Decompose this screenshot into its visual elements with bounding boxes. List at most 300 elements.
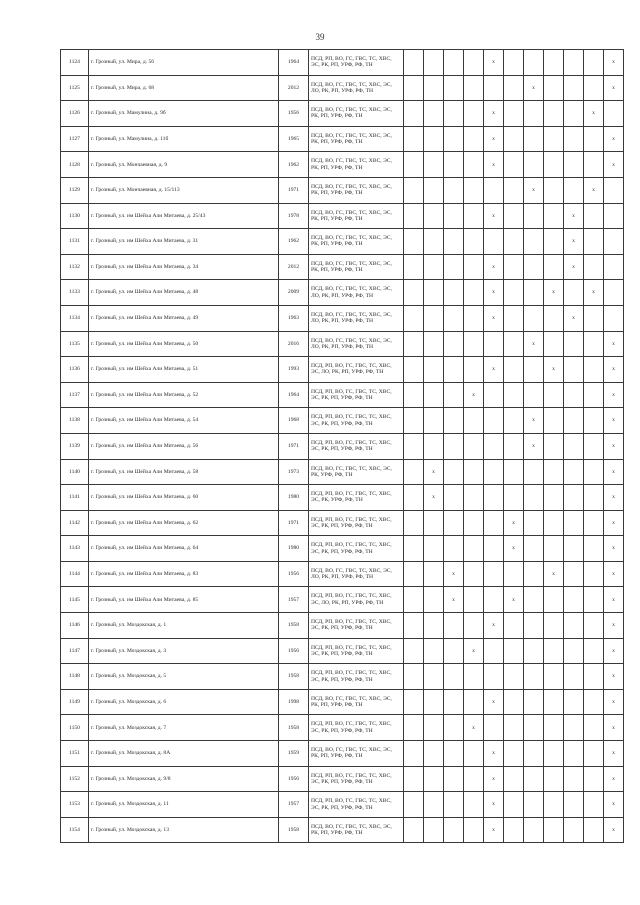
address-cell: г. Грозный, ул. им Шейха Али Митаева, д. 62 — [89, 510, 279, 536]
address-cell: г. Грозный, ул. Моздокская, д. 11 — [89, 792, 279, 818]
year-mark-cell — [544, 203, 564, 229]
year-mark-cell — [464, 203, 484, 229]
year-mark-cell — [444, 305, 464, 331]
row-number-cell: 1128 — [61, 152, 89, 178]
year-mark-cell — [424, 382, 444, 408]
year-mark-cell: x — [584, 280, 604, 306]
year-mark-cell — [584, 331, 604, 357]
year-mark-cell — [504, 766, 524, 792]
address-cell: г. Грозный, ул. Мончаевная, д. 15/113 — [89, 177, 279, 203]
year-mark-cell — [404, 536, 424, 562]
work-types-cell: ПСД, ВО, ГС, ГВС, ТС, ХВС, ЭС, РК, РП, УРФ, РФ, ТН — [309, 126, 404, 152]
year-mark-cell — [584, 587, 604, 613]
year-mark-cell — [564, 613, 584, 639]
year-mark-cell — [464, 75, 484, 101]
year-mark-cell — [504, 561, 524, 587]
year-mark-cell — [444, 485, 464, 511]
year-mark-cell — [504, 331, 524, 357]
table-row — [61, 741, 624, 767]
row-number-cell: 1152 — [61, 766, 89, 792]
year-mark-cell — [404, 101, 424, 127]
year-mark-cell: x — [484, 357, 504, 383]
year-mark-cell: x — [604, 715, 624, 741]
year-mark-cell — [424, 741, 444, 767]
year-mark-cell — [504, 689, 524, 715]
year-mark-cell — [504, 75, 524, 101]
year-mark-cell — [524, 254, 544, 280]
year-mark-cell — [544, 741, 564, 767]
year-mark-cell — [484, 510, 504, 536]
row-number-cell: 1147 — [61, 638, 89, 664]
year-mark-cell: x — [604, 459, 624, 485]
year-mark-cell — [404, 817, 424, 843]
year-mark-cell — [584, 382, 604, 408]
year-cell: 1980 — [279, 536, 309, 562]
year-mark-cell — [584, 126, 604, 152]
year-mark-cell — [424, 638, 444, 664]
row-number-cell: 1137 — [61, 382, 89, 408]
address-cell: г. Грозный, ул. Моздокская, д. 5 — [89, 664, 279, 690]
year-mark-cell — [604, 229, 624, 255]
year-mark-cell — [404, 715, 424, 741]
year-mark-cell — [504, 613, 524, 639]
year-mark-cell — [424, 177, 444, 203]
year-mark-cell — [524, 587, 544, 613]
year-mark-cell — [464, 50, 484, 76]
year-mark-cell — [464, 459, 484, 485]
year-mark-cell — [524, 689, 544, 715]
year-mark-cell: x — [484, 689, 504, 715]
year-cell: 1958 — [279, 817, 309, 843]
table-row — [61, 459, 624, 485]
year-mark-cell: x — [604, 382, 624, 408]
year-mark-cell: x — [524, 75, 544, 101]
table-row — [61, 203, 624, 229]
year-mark-cell — [404, 741, 424, 767]
year-mark-cell — [564, 408, 584, 434]
year-mark-cell — [504, 433, 524, 459]
address-cell: г. Грозный, ул. Моздокская, д. 7 — [89, 715, 279, 741]
year-mark-cell — [504, 382, 524, 408]
year-cell: 1958 — [279, 613, 309, 639]
year-mark-cell: x — [504, 587, 524, 613]
address-cell: г. Грозный, ул. Моздокская, д. 8А — [89, 741, 279, 767]
year-mark-cell — [404, 382, 424, 408]
year-mark-cell: x — [604, 792, 624, 818]
year-mark-cell — [584, 613, 604, 639]
year-mark-cell — [524, 126, 544, 152]
year-mark-cell — [504, 152, 524, 178]
year-mark-cell — [444, 664, 464, 690]
year-cell: 1978 — [279, 203, 309, 229]
year-cell: 1968 — [279, 408, 309, 434]
year-mark-cell — [564, 331, 584, 357]
year-mark-cell — [584, 229, 604, 255]
year-mark-cell: x — [484, 152, 504, 178]
year-mark-cell: x — [604, 75, 624, 101]
work-types-cell: ПСД, ВО, ГС, ГВС, ТС, ХВС, ЭС, ЛО, РК, РП, УРФ, РФ, ТН — [309, 280, 404, 306]
year-mark-cell: x — [584, 177, 604, 203]
year-mark-cell — [544, 382, 564, 408]
year-mark-cell — [524, 459, 544, 485]
year-mark-cell — [424, 510, 444, 536]
table-row — [61, 126, 624, 152]
year-mark-cell — [404, 229, 424, 255]
year-mark-cell — [424, 229, 444, 255]
work-types-cell: ПСД, РП, ВО, ГС, ГВС, ТС, ХВС, ЭС, РК, РП, УРФ, РФ, ТН — [309, 536, 404, 562]
year-mark-cell — [404, 766, 424, 792]
year-cell: 1962 — [279, 229, 309, 255]
year-cell: 1964 — [279, 382, 309, 408]
year-mark-cell — [464, 229, 484, 255]
year-mark-cell — [444, 613, 464, 639]
year-mark-cell — [404, 792, 424, 818]
year-mark-cell — [444, 510, 464, 536]
year-mark-cell — [444, 459, 464, 485]
table-row — [61, 177, 624, 203]
table-body — [61, 50, 624, 843]
table-row — [61, 101, 624, 127]
year-mark-cell — [524, 101, 544, 127]
address-cell: г. Грозный, ул. Моздокская, д. 3 — [89, 638, 279, 664]
year-mark-cell — [544, 408, 564, 434]
year-mark-cell — [464, 357, 484, 383]
year-mark-cell — [464, 305, 484, 331]
year-mark-cell — [464, 536, 484, 562]
table-row — [61, 229, 624, 255]
year-mark-cell — [464, 152, 484, 178]
year-mark-cell — [584, 715, 604, 741]
year-mark-cell — [544, 229, 564, 255]
table-row — [61, 638, 624, 664]
year-mark-cell: x — [604, 613, 624, 639]
row-number-cell: 1145 — [61, 587, 89, 613]
row-number-cell: 1143 — [61, 536, 89, 562]
table-row — [61, 433, 624, 459]
work-types-cell: ПСД, ВО, ГС, ГВС, ТС, ХВС, ЭС, РК, РП, УРФ, РФ, ТН — [309, 152, 404, 178]
year-mark-cell — [464, 433, 484, 459]
year-mark-cell — [504, 664, 524, 690]
year-mark-cell: x — [444, 587, 464, 613]
work-types-cell: ПСД, ВО, ГС, ГВС, ТС, ХВС, ЭС, ЛО, РК, РП, УРФ, РФ, ТН — [309, 305, 404, 331]
year-cell: 1965 — [279, 126, 309, 152]
year-mark-cell — [504, 126, 524, 152]
year-mark-cell — [444, 177, 464, 203]
year-mark-cell — [444, 357, 464, 383]
housing-register-table — [60, 49, 624, 843]
year-mark-cell — [444, 382, 464, 408]
year-mark-cell: x — [604, 433, 624, 459]
page-number: 39 — [315, 32, 325, 42]
year-mark-cell: x — [604, 741, 624, 767]
year-mark-cell — [404, 305, 424, 331]
year-mark-cell — [424, 50, 444, 76]
row-number-cell: 1148 — [61, 664, 89, 690]
year-mark-cell — [404, 485, 424, 511]
year-cell: 2016 — [279, 331, 309, 357]
year-mark-cell — [544, 613, 564, 639]
work-types-cell: ПСД, РП, ВО, ГС, ГВС, ТС, ХВС, ЭС, РК, РП, УРФ, РФ, ТН — [309, 50, 404, 76]
year-mark-cell — [584, 561, 604, 587]
year-mark-cell — [544, 536, 564, 562]
year-mark-cell: x — [604, 536, 624, 562]
year-mark-cell — [584, 510, 604, 536]
year-mark-cell — [404, 459, 424, 485]
table-row — [61, 254, 624, 280]
address-cell: г. Грозный, ул. Мамулина, д. 11б — [89, 126, 279, 152]
year-mark-cell: x — [504, 536, 524, 562]
year-mark-cell — [404, 152, 424, 178]
year-mark-cell — [464, 587, 484, 613]
year-mark-cell — [404, 613, 424, 639]
year-mark-cell — [564, 638, 584, 664]
year-mark-cell — [604, 177, 624, 203]
year-mark-cell — [444, 203, 464, 229]
year-mark-cell — [464, 689, 484, 715]
year-cell: 1993 — [279, 357, 309, 383]
year-mark-cell — [564, 587, 584, 613]
year-mark-cell — [504, 638, 524, 664]
year-mark-cell — [564, 561, 584, 587]
year-cell: 1971 — [279, 510, 309, 536]
year-mark-cell — [404, 408, 424, 434]
year-mark-cell — [404, 280, 424, 306]
year-mark-cell — [544, 638, 564, 664]
year-mark-cell: x — [484, 50, 504, 76]
year-mark-cell: x — [424, 459, 444, 485]
address-cell: г. Грозный, ул. Мира, д. 56 — [89, 50, 279, 76]
row-number-cell: 1124 — [61, 50, 89, 76]
work-types-cell: ПСД, РП, ВО, ГС, ГВС, ТС, ХВС, ЭС, РК, РП, УРФ, РФ, ТН — [309, 382, 404, 408]
year-mark-cell: x — [484, 305, 504, 331]
table-row — [61, 331, 624, 357]
year-mark-cell — [524, 741, 544, 767]
year-mark-cell — [544, 152, 564, 178]
row-number-cell: 1142 — [61, 510, 89, 536]
year-mark-cell: x — [484, 741, 504, 767]
year-mark-cell — [464, 177, 484, 203]
year-mark-cell — [544, 177, 564, 203]
table-row — [61, 613, 624, 639]
year-mark-cell — [564, 433, 584, 459]
year-mark-cell — [564, 280, 584, 306]
year-mark-cell — [444, 638, 464, 664]
work-types-cell: ПСД, ВО, ГС, ГВС, ТС, ХВС, ЭС, РК, РП, УРФ, РФ, ТН — [309, 203, 404, 229]
row-number-cell: 1132 — [61, 254, 89, 280]
year-mark-cell — [544, 126, 564, 152]
year-mark-cell — [504, 459, 524, 485]
year-mark-cell: x — [484, 126, 504, 152]
year-mark-cell — [564, 664, 584, 690]
row-number-cell: 1153 — [61, 792, 89, 818]
work-types-cell: ПСД, РП, ВО, ГС, ГВС, ТС, ХВС, ЭС, РК, РП, УРФ, РФ, ТН — [309, 408, 404, 434]
year-mark-cell — [484, 229, 504, 255]
year-mark-cell — [424, 766, 444, 792]
year-mark-cell — [544, 587, 564, 613]
work-types-cell: ПСД, РП, ВО, ГС, ГВС, ТС, ХВС, ЭС, РК, РП, УРФ, РФ, ТН — [309, 613, 404, 639]
year-mark-cell — [484, 382, 504, 408]
year-mark-cell — [484, 459, 504, 485]
year-mark-cell — [584, 433, 604, 459]
table-row — [61, 280, 624, 306]
year-mark-cell — [484, 177, 504, 203]
year-mark-cell — [544, 485, 564, 511]
year-mark-cell — [504, 408, 524, 434]
year-mark-cell — [424, 536, 444, 562]
year-mark-cell: x — [604, 766, 624, 792]
year-mark-cell — [404, 510, 424, 536]
table-row — [61, 50, 624, 76]
work-types-cell: ПСД, ВО, ГС, ГВС, ТС, ХВС, ЭС, РК, РП, УРФ, РФ, ТН — [309, 101, 404, 127]
year-mark-cell — [544, 766, 564, 792]
address-cell: г. Грозный, ул. им Шейха Али Митаева, д. 48 — [89, 280, 279, 306]
work-types-cell: ПСД, ВО, ГС, ГВС, ТС, ХВС, ЭС, РК, РП, УРФ, РФ, ТН — [309, 741, 404, 767]
year-mark-cell — [504, 715, 524, 741]
year-mark-cell — [464, 126, 484, 152]
year-mark-cell: x — [544, 280, 564, 306]
year-mark-cell — [584, 741, 604, 767]
year-mark-cell — [544, 254, 564, 280]
year-mark-cell — [424, 408, 444, 434]
table-row — [61, 587, 624, 613]
year-mark-cell — [424, 280, 444, 306]
year-mark-cell — [544, 510, 564, 536]
year-mark-cell — [524, 485, 544, 511]
year-cell: 1964 — [279, 50, 309, 76]
year-mark-cell — [444, 75, 464, 101]
year-mark-cell — [464, 510, 484, 536]
year-mark-cell — [524, 792, 544, 818]
year-mark-cell — [424, 817, 444, 843]
year-cell: 1959 — [279, 741, 309, 767]
row-number-cell: 1134 — [61, 305, 89, 331]
address-cell: г. Грозный, ул. им Шейха Али Митаева, д. 60 — [89, 485, 279, 511]
row-number-cell: 1144 — [61, 561, 89, 587]
year-mark-cell: x — [604, 664, 624, 690]
year-mark-cell: x — [604, 152, 624, 178]
year-mark-cell: x — [484, 817, 504, 843]
year-mark-cell — [444, 280, 464, 306]
year-mark-cell — [424, 587, 444, 613]
row-number-cell: 1135 — [61, 331, 89, 357]
year-mark-cell — [564, 152, 584, 178]
year-mark-cell — [424, 101, 444, 127]
year-mark-cell — [504, 305, 524, 331]
year-mark-cell — [524, 152, 544, 178]
work-types-cell: ПСД, ВО, ГС, ГВС, ТС, ХВС, ЭС, ЛО, РК, РП, УРФ, РФ, ТН — [309, 75, 404, 101]
year-mark-cell — [564, 357, 584, 383]
year-mark-cell — [484, 75, 504, 101]
year-mark-cell — [604, 280, 624, 306]
year-mark-cell: x — [604, 331, 624, 357]
address-cell: г. Грозный, ул. Мончаевная, д. 9 — [89, 152, 279, 178]
year-mark-cell — [444, 741, 464, 767]
year-mark-cell — [444, 331, 464, 357]
row-number-cell: 1150 — [61, 715, 89, 741]
year-mark-cell — [424, 689, 444, 715]
work-types-cell: ПСД, ВО, ГС, ГВС, ТС, ХВС, ЭС, РК, РП, УРФ, РФ, ТН — [309, 817, 404, 843]
row-number-cell: 1127 — [61, 126, 89, 152]
year-mark-cell — [444, 689, 464, 715]
year-mark-cell — [464, 817, 484, 843]
year-mark-cell — [544, 689, 564, 715]
year-mark-cell — [464, 766, 484, 792]
year-mark-cell — [584, 817, 604, 843]
year-cell: 1962 — [279, 152, 309, 178]
work-types-cell: ПСД, ВО, ГС, ГВС, ТС, ХВС, ЭС, ЛО, РК, РП, УРФ, РФ, ТН — [309, 561, 404, 587]
year-mark-cell — [564, 177, 584, 203]
year-mark-cell — [544, 101, 564, 127]
year-mark-cell — [564, 766, 584, 792]
year-mark-cell — [564, 792, 584, 818]
year-mark-cell — [504, 280, 524, 306]
year-mark-cell — [424, 613, 444, 639]
year-mark-cell: x — [604, 510, 624, 536]
year-mark-cell — [404, 75, 424, 101]
year-mark-cell — [464, 408, 484, 434]
row-number-cell: 1154 — [61, 817, 89, 843]
year-mark-cell — [424, 433, 444, 459]
year-mark-cell — [404, 561, 424, 587]
year-mark-cell — [404, 177, 424, 203]
year-mark-cell — [464, 792, 484, 818]
year-cell: 1956 — [279, 638, 309, 664]
year-mark-cell — [524, 357, 544, 383]
address-cell: г. Грозный, ул. им Шейха Али Митаева, д. 64 — [89, 536, 279, 562]
year-mark-cell: x — [484, 280, 504, 306]
year-mark-cell — [564, 689, 584, 715]
year-mark-cell — [464, 664, 484, 690]
year-mark-cell — [504, 485, 524, 511]
year-mark-cell — [584, 254, 604, 280]
table-row — [61, 664, 624, 690]
year-mark-cell — [544, 715, 564, 741]
work-types-cell: ПСД, ВО, ГС, ГВС, ТС, ХВС, ЭС, РК, УРФ, РФ, ТН — [309, 459, 404, 485]
year-mark-cell — [584, 357, 604, 383]
year-mark-cell — [584, 75, 604, 101]
work-types-cell: ПСД, РП, ВО, ГС, ГВС, ТС, ХВС, ЭС, РК, РП, УРФ, РФ, ТН — [309, 510, 404, 536]
year-mark-cell — [524, 817, 544, 843]
year-mark-cell — [584, 689, 604, 715]
year-mark-cell: x — [604, 50, 624, 76]
year-mark-cell — [484, 408, 504, 434]
year-mark-cell — [504, 229, 524, 255]
year-mark-cell: x — [484, 101, 504, 127]
year-mark-cell — [564, 382, 584, 408]
year-mark-cell — [424, 75, 444, 101]
table-row — [61, 75, 624, 101]
year-mark-cell: x — [464, 382, 484, 408]
table-row — [61, 792, 624, 818]
table-row — [61, 152, 624, 178]
table-row — [61, 536, 624, 562]
year-mark-cell — [484, 587, 504, 613]
year-mark-cell: x — [524, 177, 544, 203]
year-mark-cell — [564, 75, 584, 101]
year-mark-cell — [524, 50, 544, 76]
year-mark-cell — [484, 561, 504, 587]
year-mark-cell — [484, 664, 504, 690]
year-cell: 1958 — [279, 715, 309, 741]
table-row — [61, 408, 624, 434]
year-mark-cell — [584, 408, 604, 434]
work-types-cell: ПСД, ВО, ГС, ГВС, ТС, ХВС, ЭС, РК, РП, УРФ, РФ, ТН — [309, 689, 404, 715]
work-types-cell: ПСД, РП, ВО, ГС, ГВС, ТС, ХВС, ЭС, ЛО, РК, РП, УРФ, РФ, ТН — [309, 587, 404, 613]
year-mark-cell — [544, 50, 564, 76]
year-mark-cell: x — [544, 561, 564, 587]
year-mark-cell — [404, 689, 424, 715]
year-mark-cell — [504, 254, 524, 280]
